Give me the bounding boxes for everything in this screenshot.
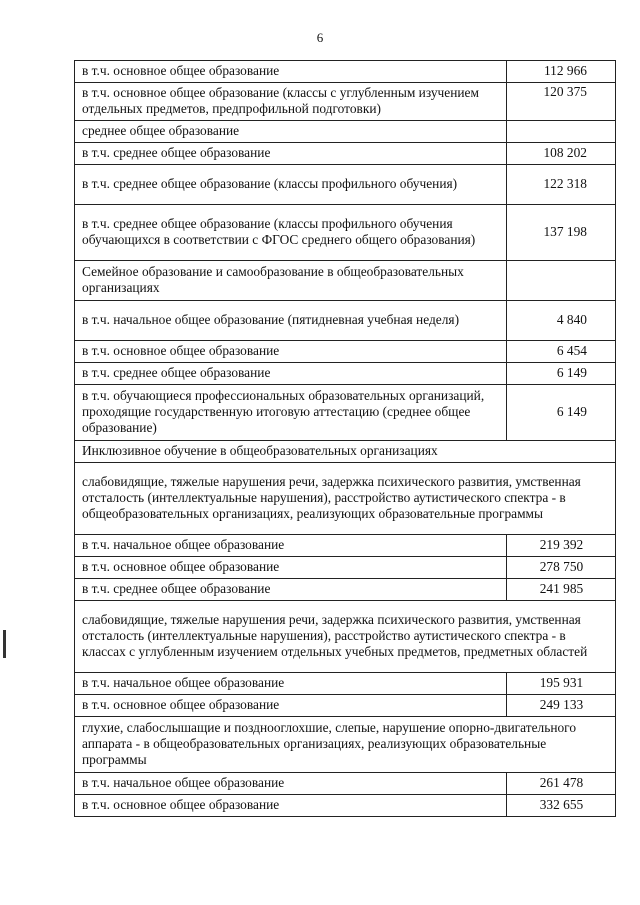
row-label: в т.ч. начальное общее образование (пятидневная учебная неделя) [75,301,507,341]
row-value: 249 133 [507,695,616,717]
table-row [75,385,616,441]
row-value: 120 375 [507,83,616,121]
row-label: в т.ч. начальное общее образование [75,773,507,795]
row-value [507,121,616,143]
section-row [75,441,616,463]
row-label: в т.ч. основное общее образование [75,557,507,579]
section-heading: Инклюзивное обучение в общеобразовательных организациях [75,441,616,463]
row-value: 6 454 [507,341,616,363]
row-value: 241 985 [507,579,616,601]
table-row [75,121,616,143]
row-label: в т.ч. обучающиеся профессиональных образовательных организаций, проходящие государственную итоговую аттестацию (среднее общее образование) [75,385,507,441]
group-description: слабовидящие, тяжелые нарушения речи, задержка психического развития, умственная отсталость (интеллектуальные нарушения), расстройство аутистического спектра - в классах с углубленным изучением отдельных учебных предметов, предметных областей [75,601,616,673]
row-value: 137 198 [507,205,616,261]
table-row [75,673,616,695]
row-value: 332 655 [507,795,616,817]
row-value [507,261,616,301]
row-label: в т.ч. среднее общее образование [75,363,507,385]
page-number: 6 [316,30,324,45]
row-label: в т.ч. основное общее образование [75,61,507,83]
table-row [75,695,616,717]
row-value: 112 966 [507,61,616,83]
row-label: в т.ч. основное общее образование [75,795,507,817]
row-value: 278 750 [507,557,616,579]
row-label: в т.ч. начальное общее образование [75,673,507,695]
table-row [75,143,616,165]
row-label: в т.ч. среднее общее образование (классы профильного обучения обучающихся в соответствии с ФГОС среднего общего образования) [75,205,507,261]
table-row [75,205,616,261]
table-row [75,301,616,341]
row-label: в т.ч. среднее общее образование (классы профильного обучения) [75,165,507,205]
table-row [75,579,616,601]
row-value: 195 931 [507,673,616,695]
row-label: в т.ч. основное общее образование (классы с углубленным изучением отдельных предметов, предпрофильной подготовки) [75,83,507,121]
row-value: 261 478 [507,773,616,795]
row-value: 6 149 [507,385,616,441]
row-value: 4 840 [507,301,616,341]
row-label: в т.ч. основное общее образование [75,695,507,717]
table-row [75,83,616,121]
table-row [75,261,616,301]
group-description-row [75,717,616,773]
row-label: среднее общее образование [75,121,507,143]
row-label: в т.ч. основное общее образование [75,341,507,363]
group-description-row [75,463,616,535]
group-description-row [75,601,616,673]
data-table [74,60,616,817]
row-value: 219 392 [507,535,616,557]
row-value: 6 149 [507,363,616,385]
row-value: 108 202 [507,143,616,165]
group-description: слабовидящие, тяжелые нарушения речи, задержка психического развития, умственная отсталость (интеллектуальные нарушения), расстройство аутистического спектра - в общеобразовательных организациях, реализующих образовательные программы [75,463,616,535]
group-description: глухие, слабослышащие и позднооглохшие, слепые, нарушение опорно-двигательного аппарата - в общеобразовательных организациях, реализующих образовательные программы [75,717,616,773]
table-row [75,557,616,579]
table-row [75,165,616,205]
table-row [75,535,616,557]
scan-mark [3,630,10,658]
table-row [75,61,616,83]
row-label: Семейное образование и самообразование в общеобразовательных организациях [75,261,507,301]
table-row [75,773,616,795]
row-label: в т.ч. среднее общее образование [75,579,507,601]
row-value: 122 318 [507,165,616,205]
row-label: в т.ч. среднее общее образование [75,143,507,165]
row-label: в т.ч. начальное общее образование [75,535,507,557]
table-row [75,341,616,363]
table-row [75,795,616,817]
table-row [75,363,616,385]
